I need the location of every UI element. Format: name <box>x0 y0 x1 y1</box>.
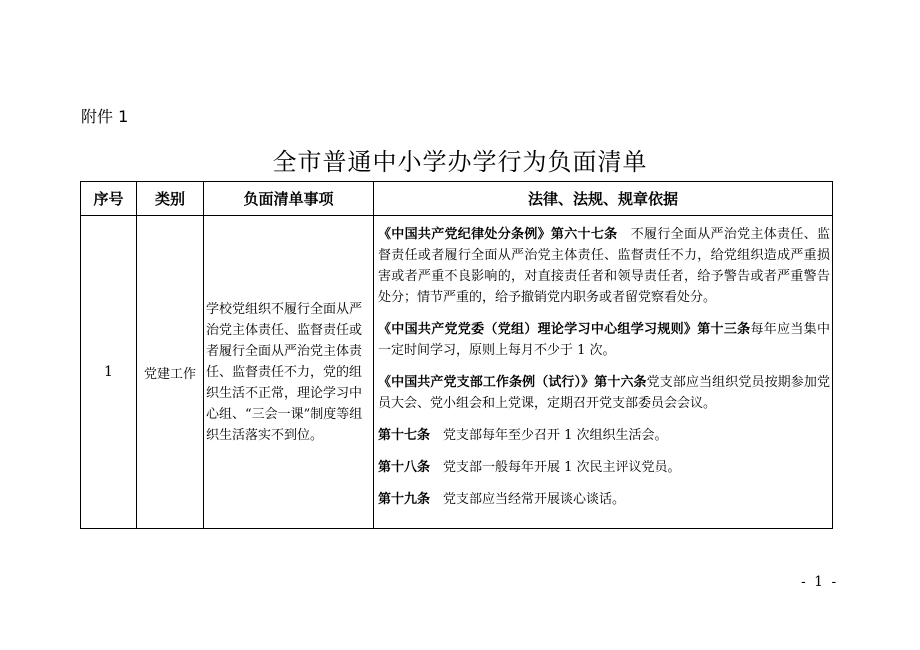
basis-text: 党支部应当组织党员按期参加党员大会、党小组会和上党课，定期召开党支部委员会会议。 <box>378 375 830 411</box>
table-header-row <box>81 182 833 216</box>
basis-text: 党支部应当经常开展谈心谈话。 <box>430 492 626 507</box>
negative-list-table <box>80 181 833 529</box>
basis-paragraph <box>378 457 830 478</box>
header-category: 类别 <box>137 182 204 216</box>
basis-article: 第十八条 <box>378 460 431 475</box>
basis-paragraph <box>378 425 830 446</box>
basis-paragraph <box>378 489 830 510</box>
basis-article: 第十三条 <box>697 322 751 337</box>
basis-article: 第十九条 <box>378 492 431 507</box>
row-number: 1 <box>81 216 137 529</box>
basis-text: 每年应当集中一定时间学习，原则上每月不少于 1 次。 <box>378 322 830 358</box>
basis-text: 党支部一般每年开展 1 次民主评议党员。 <box>430 460 681 475</box>
basis-text: 不履行全面从严治党主体责任、监督责任或者履行全面从严治党主体责任、监督责任不力，给党组织造成严重损害或者严重不良影响的，对直接责任者和领导责任者，给予警告或者严重警告处分；情节严重的，给予撤销党内职务或者留党察看处分。 <box>378 227 830 305</box>
basis-article: 第六十七条 <box>550 227 618 242</box>
document-title: 全市普通中小学办学行为负面清单 <box>272 148 648 176</box>
row-basis <box>374 216 833 529</box>
header-basis: 法律、法规、规章依据 <box>374 182 833 216</box>
basis-text: 党支部每年至少召开 1 次组织生活会。 <box>430 428 668 443</box>
basis-article: 第十七条 <box>378 428 431 443</box>
basis-paragraph <box>378 372 830 414</box>
row-category: 党建工作 <box>137 216 204 529</box>
page-number: - 1 - <box>801 574 839 590</box>
basis-article: 第十六条 <box>594 375 647 390</box>
basis-reference: 《中国共产党纪律处分条例》 <box>378 227 551 242</box>
header-item: 负面清单事项 <box>204 182 374 216</box>
basis-paragraph <box>378 319 830 361</box>
attachment-label: 附件 1 <box>81 107 129 126</box>
row-item: 学校党组织不履行全面从严治党主体责任、监督责任或者履行全面从严治党主体责任、监督责任不力，党的组织生活不正常，理论学习中心组、“三会一课”制度等组织生活落实不到位。 <box>204 216 374 529</box>
header-no: 序号 <box>81 182 137 216</box>
table-row <box>81 216 833 529</box>
basis-paragraph <box>378 224 830 308</box>
basis-reference: 《中国共产党支部工作条例（试行）》 <box>378 375 595 390</box>
basis-reference: 《中国共产党党委（党组）理论学习中心组学习规则》 <box>378 322 698 337</box>
